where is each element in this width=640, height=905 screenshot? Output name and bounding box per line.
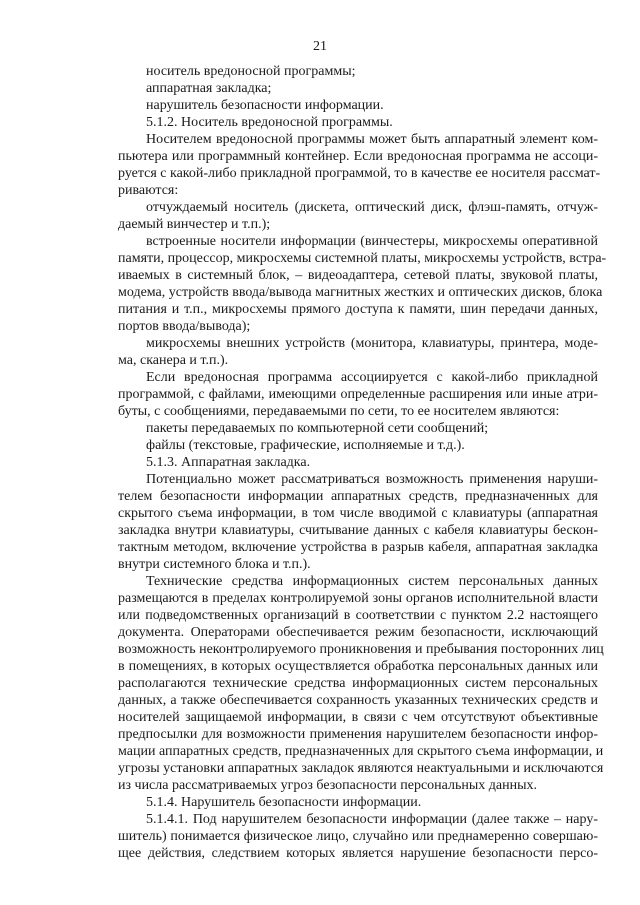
text-line: носителей защищаемой информации, в связи с чем отсутствуют объективные (118, 710, 598, 725)
text-line: модема, устройств ввода/вывода магнитных жестких и оптических дисков, блока (118, 285, 603, 300)
text-line: или подведомственных организаций в соответствии с пунктом 2.2 настоящего (118, 608, 598, 623)
text-line: микросхемы внешних устройств (монитора, клавиатуры, принтера, моде- (146, 336, 598, 351)
text-line: в помещениях, в которых осуществляется обработка персональных данных или (118, 659, 598, 674)
page-number: 21 (313, 39, 327, 54)
text-line: пьютера или программный контейнер. Если вредоносная программа не ассоци- (118, 149, 598, 164)
text-line: располагаются технические средства информационных систем персональных (118, 676, 598, 691)
text-line: телем безопасности информации аппаратных средств, предназначенных для (118, 489, 598, 504)
section-heading: 5.1.3. Аппаратная закладка. (146, 455, 311, 470)
text-line: предпосылки для возможности применения нарушителем безопасности инфор- (118, 727, 598, 742)
text-line: Потенциально может рассматриваться возможность применения наруши- (146, 472, 598, 487)
text-line: даемый винчестер и т.п.); (118, 217, 271, 232)
text-line: буты, с сообщениями, передаваемыми по сети, то ее носителем являются: (118, 404, 560, 419)
text-line: Технические средства информационных систем персональных данных (146, 574, 598, 589)
text-line: носитель вредоносной программы; (146, 64, 356, 79)
text-line: аппаратная закладка; (146, 81, 272, 96)
text-line: памяти, процессор, микросхемы системной платы, микросхемы устройств, встра- (118, 251, 607, 266)
text-line: программой, с файлами, имеющими определенные расширения или иные атри- (118, 387, 598, 402)
text-line: данных, а также обеспечивается сохранность указанных технических средств и (118, 693, 598, 708)
text-line: скрытого съема информации, в том числе вводимой с клавиатуры (аппаратная (118, 506, 598, 521)
text-line: отчуждаемый носитель (дискета, оптический диск, флэш-память, отчуж- (146, 200, 598, 215)
text-line: мации аппаратных средств, предназначенных для скрытого съема информации, и (118, 744, 604, 759)
text-line: иваемых в системный блок, – видеоадаптера, сетевой платы, звуковой платы, (118, 268, 598, 283)
section-heading: 5.1.4. Нарушитель безопасности информации. (146, 795, 422, 810)
text-line: пакеты передаваемых по компьютерной сети сообщений; (146, 421, 489, 436)
text-line: ма, сканера и т.п.). (118, 353, 229, 368)
text-line: документа. Операторами обеспечивается режим безопасности, исключающий (118, 625, 598, 640)
text-line: закладка внутри клавиатуры, считывание данных с кабеля клавиатуры бескон- (118, 523, 598, 538)
text-line: риваются: (118, 183, 179, 198)
text-line: нарушитель безопасности информации. (146, 98, 384, 113)
text-line: руется с какой-либо прикладной программой, то в качестве ее носителя рассмат- (118, 166, 601, 181)
section-heading: 5.1.2. Носитель вредоносной программы. (146, 115, 393, 130)
text-line: Если вредоносная программа ассоциируется с какой-либо прикладной (146, 370, 598, 385)
text-line: Носителем вредоносной программы может быть аппаратный элемент ком- (146, 132, 598, 147)
text-line: внутри системного блока и т.п.). (118, 557, 311, 572)
text-line: 5.1.4.1. Под нарушителем безопасности информации (далее также – нару- (146, 812, 598, 827)
text-line: угрозы установки аппаратных закладок являются неактуальными и исключаются (118, 761, 604, 776)
text-line: из числа рассматриваемых угроз безопасности персональных данных. (118, 778, 538, 793)
text-line: размещаются в пределах контролируемой зоны органов исполнительной власти (118, 591, 598, 606)
text-line: тактным методом, включение устройства в разрыв кабеля, аппаратная закладка (118, 540, 598, 555)
text-line: шитель) понимается физическое лицо, случайно или преднамеренно совершаю- (118, 829, 598, 844)
text-line: портов ввода/вывода); (118, 319, 251, 334)
text-line: щее действия, следствием которых является нарушение безопасности персо- (118, 846, 598, 861)
text-line: встроенные носители информации (винчестеры, микросхемы оперативной (146, 234, 598, 249)
text-line: файлы (текстовые, графические, исполняемые и т.д.). (146, 438, 465, 453)
text-line: питания и т.п., микросхемы прямого доступа к памяти, шин передачи данных, (118, 302, 598, 317)
text-line: возможность неконтролируемого проникновения и пребывания посторонних лиц (118, 642, 604, 657)
